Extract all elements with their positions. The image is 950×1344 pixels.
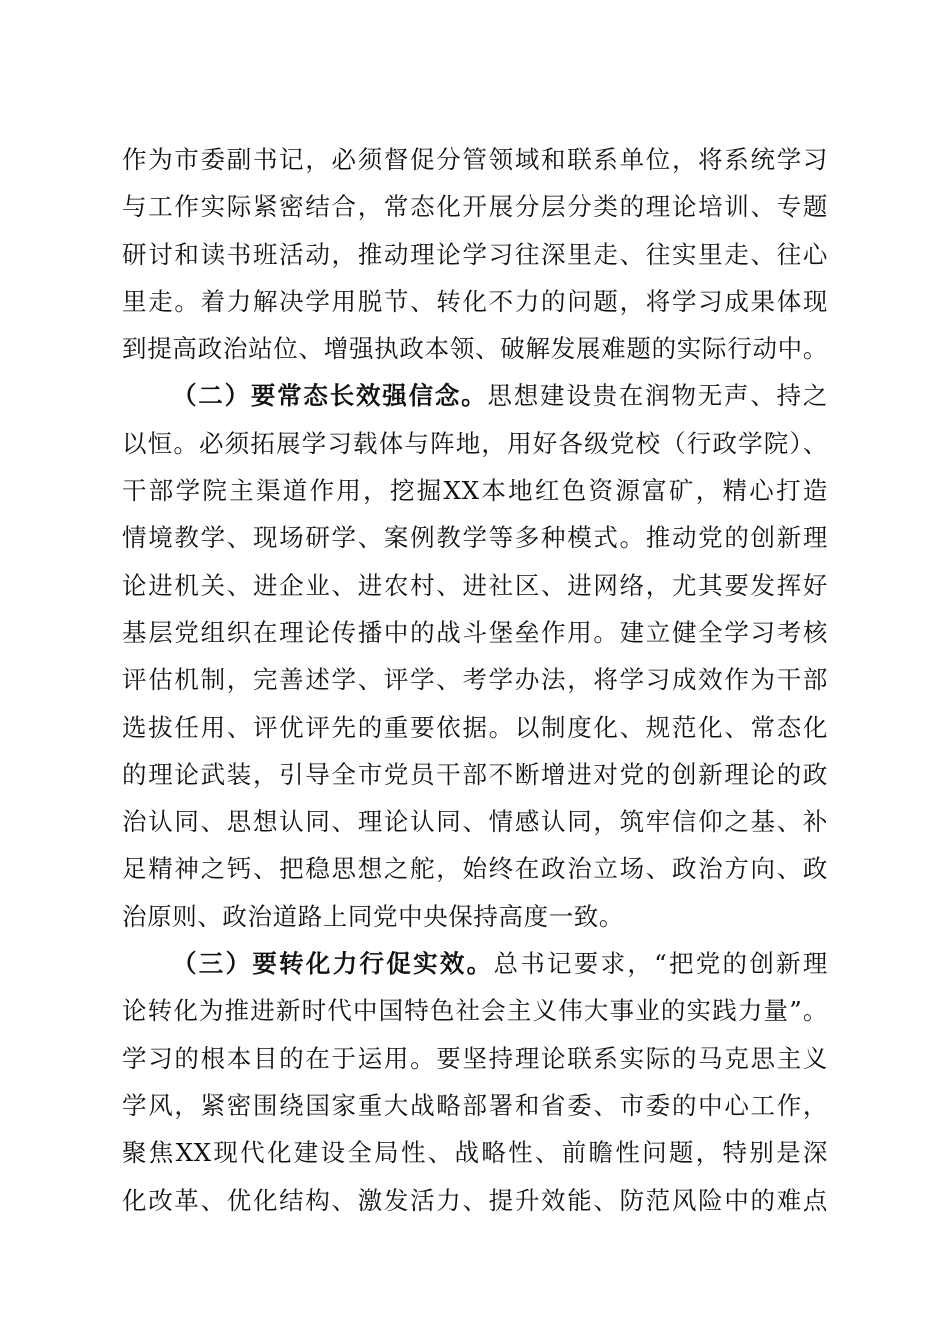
text-line: 基层党组织在理论传播中的战斗堡垒作用。建立健全学习考核 — [122, 617, 828, 647]
text-line-tail: 总书记要求，“把党的创新理 — [493, 949, 828, 979]
text-line: 到提高政治站位、增强执政本领、破解发展难题的实际行动中。 — [122, 334, 828, 364]
text-line: 情境教学、现场研学、案例教学等多种模式。推动党的创新理 — [122, 523, 828, 553]
text-line: 学习的根本目的在于运用。要坚持理论联系实际的马克思主义 — [122, 1043, 828, 1073]
text-line: 选拔任用、评优评先的重要依据。以制度化、规范化、常态化 — [122, 712, 828, 742]
text-line: 的理论武装，引导全市党员干部不断增进对党的创新理论的政 — [122, 759, 828, 789]
text-line: 评估机制，完善述学、评学、考学办法，将学习成效作为干部 — [122, 665, 828, 695]
section-two-first-line — [122, 372, 828, 419]
text-line: 研讨和读书班活动，推动理论学习往深里走、往实里走、往心 — [122, 239, 828, 269]
text-line: 里走。着力解决学用脱节、转化不力的问题，将学习成果体现 — [122, 286, 828, 316]
text-line: 聚焦XX现代化建设全局性、战略性、前瞻性问题，特别是深 — [122, 1138, 828, 1168]
text-line: 治认同、思想认同、理论认同、情感认同，筑牢信仰之基、补 — [122, 807, 828, 837]
text-line: 学风，紧密围绕国家重大战略部署和省委、市委的中心工作， — [122, 1090, 828, 1120]
text-line: 作为市委副书记，必须督促分管领域和联系单位，将系统学习 — [122, 145, 828, 174]
text-line: 化改革、优化结构、激发活力、提升效能、防范风险中的难点 — [122, 1185, 828, 1215]
text-line: 与工作实际紧密结合，常态化开展分层分类的理论培训、专题 — [122, 192, 828, 222]
text-line: 干部学院主渠道作用，挖掘XX本地红色资源富矿，精心打造 — [122, 476, 828, 506]
body-text — [122, 136, 828, 1224]
text-line: 论进机关、进企业、进农村、进社区、进网络，尤其要发挥好 — [122, 570, 828, 600]
text-line: 治原则、政治道路上同党中央保持高度一致。 — [122, 901, 624, 931]
text-line: 论转化为推进新时代中国特色社会主义伟大事业的实践力量”。 — [122, 996, 828, 1026]
text-line-tail: 思想建设贵在润物无声、持之 — [487, 381, 828, 411]
section-three-first-line — [122, 940, 828, 987]
section-three-heading: （三）要转化力行促实效。 — [172, 949, 494, 979]
section-two-heading: （二）要常态长效强信念。 — [172, 381, 488, 411]
text-line: 足精神之钙、把稳思想之舵，始终在政治立场、政治方向、政 — [122, 854, 828, 884]
text-line: 以恒。必须拓展学习载体与阵地，用好各级党校（行政学院）、 — [122, 428, 828, 458]
